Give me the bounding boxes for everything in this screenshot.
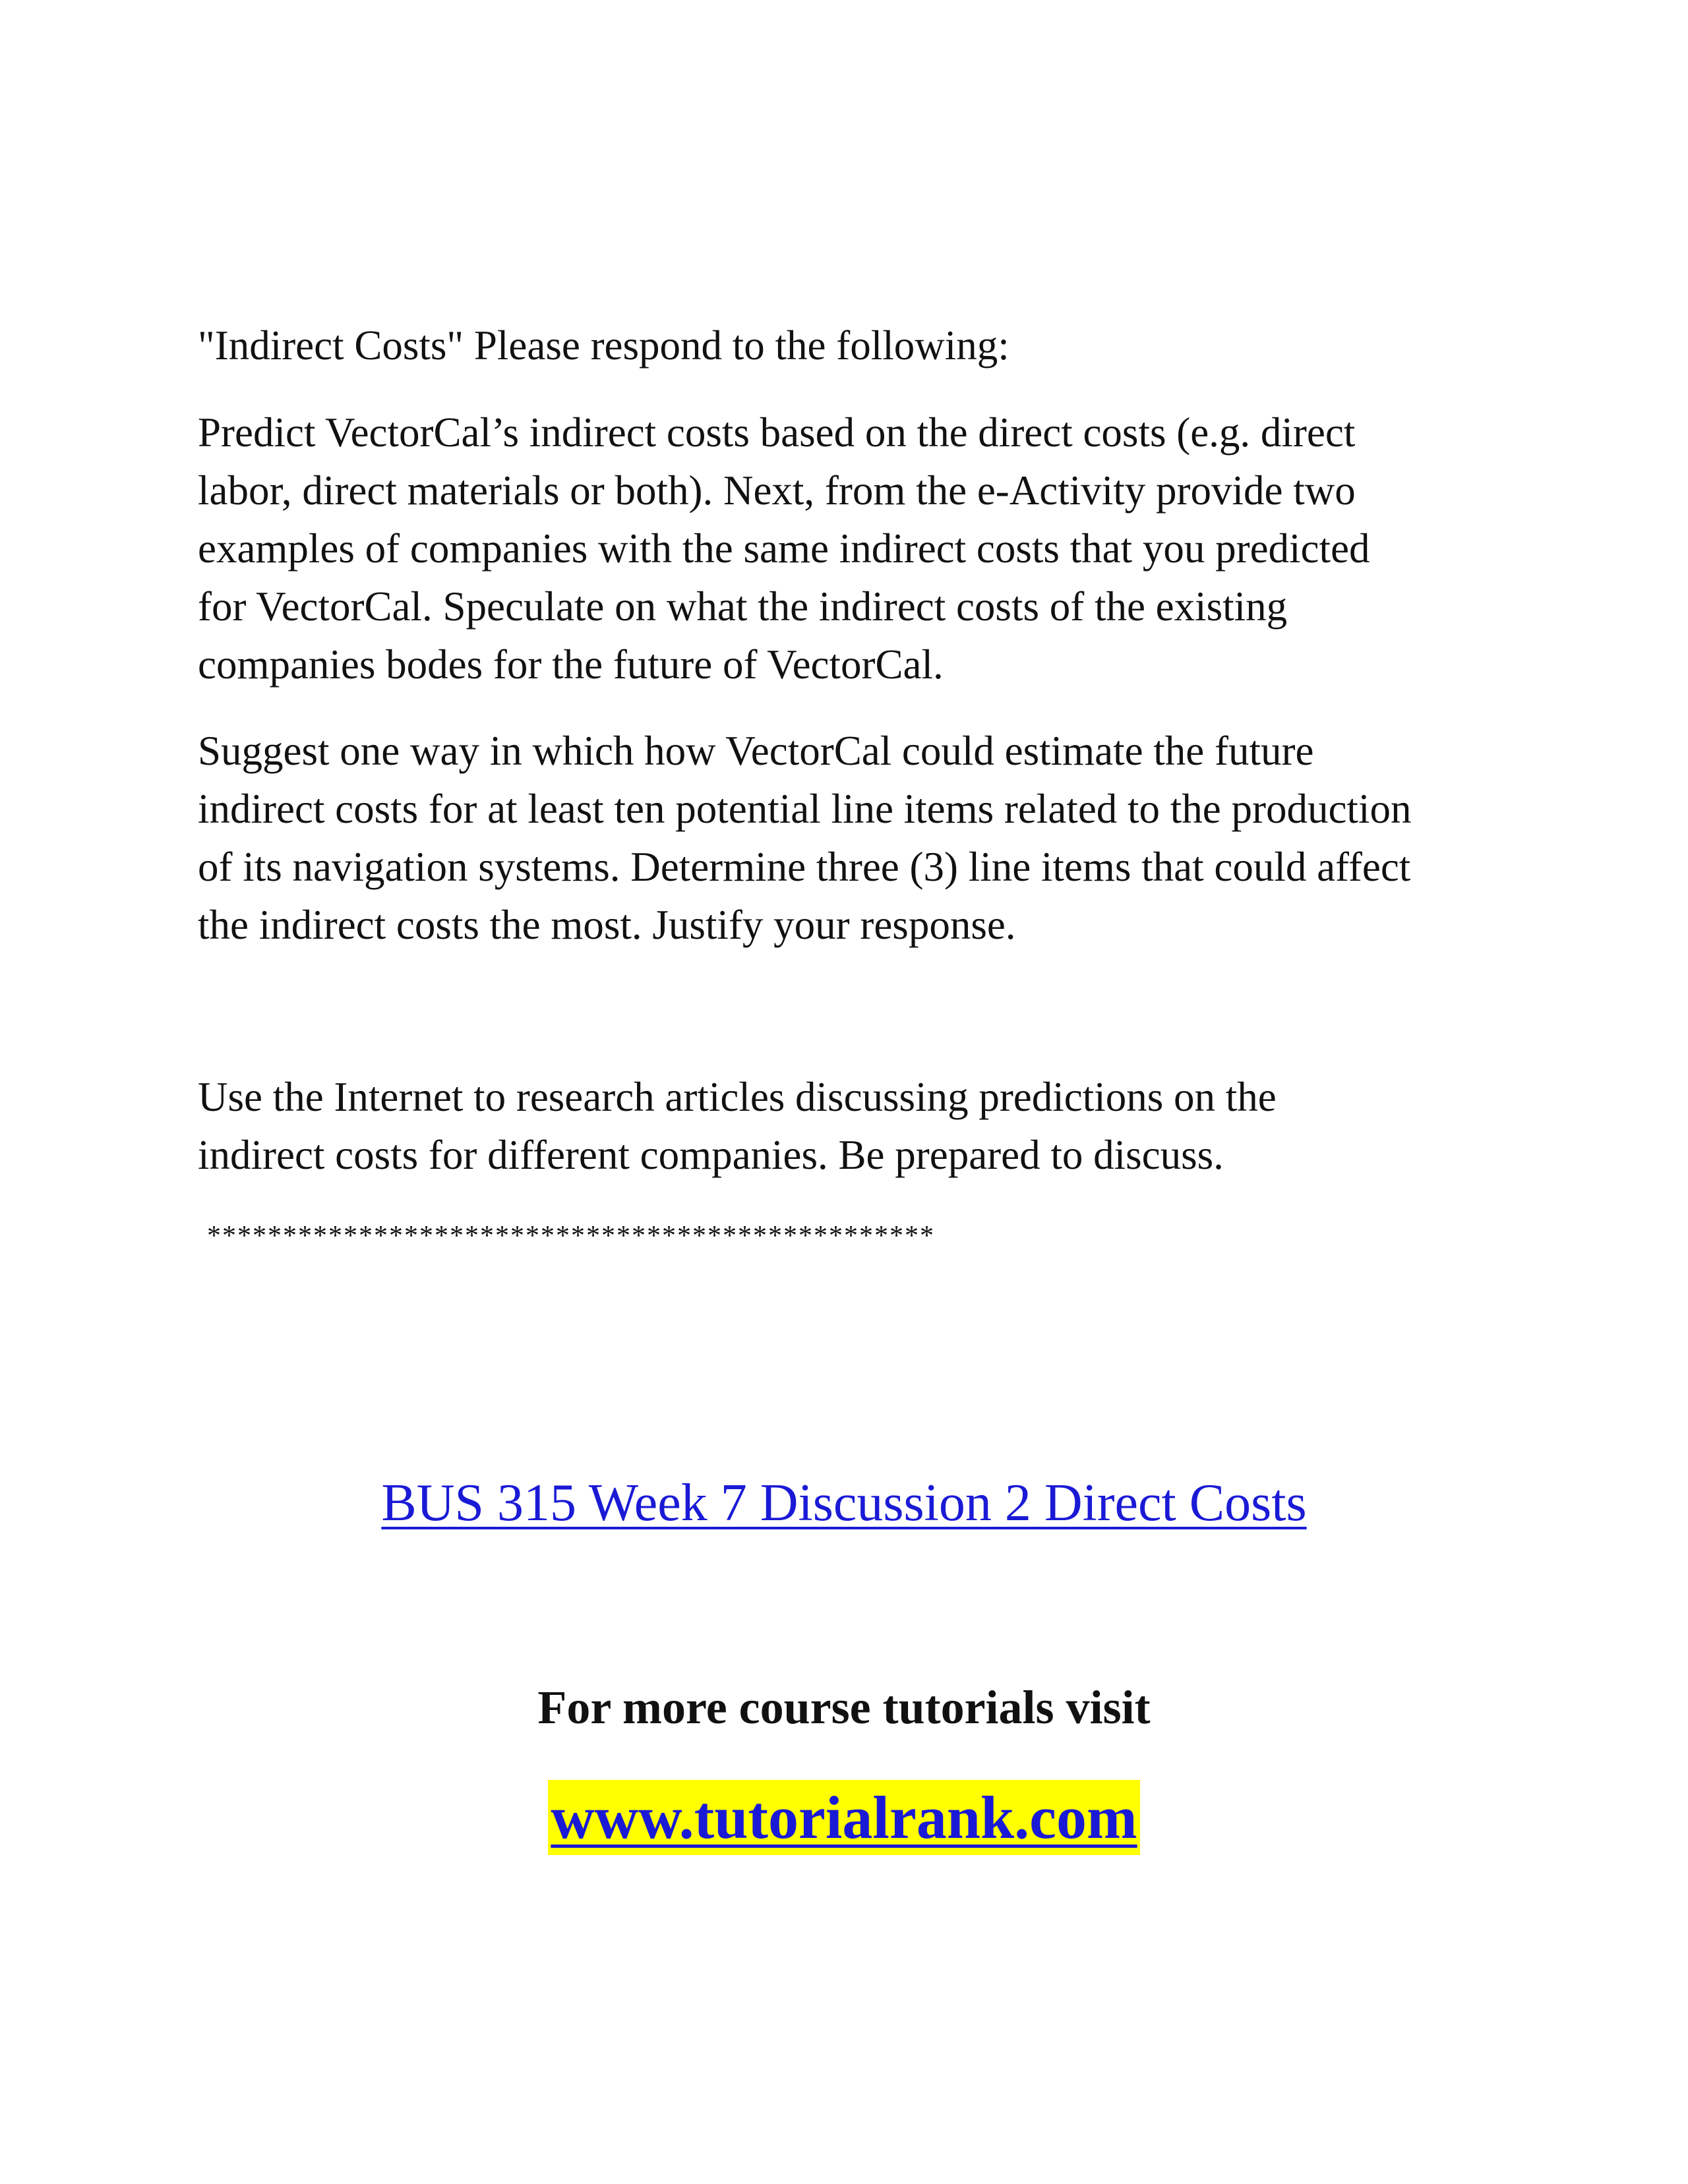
prompt-heading: "Indirect Costs" Please respond to the following: bbox=[198, 322, 1010, 369]
paragraph-predict: Predict VectorCal’s indirect costs based on the direct costs (e.g. direct labor, direct materials or both). Next, from the e-Activity provide two examples of companies with the same indirect costs that you predicted for VectorCal. Speculate on what the indirect costs of the existing companies bodes for the future of VectorCal. bbox=[198, 409, 1370, 688]
paragraph-research: Use the Internet to research articles discussing predictions on the indirect costs for different companies. Be prepared to discuss. bbox=[198, 1074, 1277, 1178]
paragraph-suggest: Suggest one way in which how VectorCal could estimate the future indirect costs for at least ten potential line items related to the production of its navigation systems. Determine three (3) line items that could affect the indirect costs the most. Justify your response. bbox=[198, 728, 1412, 948]
site-link[interactable]: www.tutorialrank.com bbox=[548, 1780, 1139, 1855]
site-link-wrapper bbox=[0, 1780, 1688, 1855]
course-link-wrapper bbox=[0, 1470, 1688, 1536]
course-link[interactable]: BUS 315 Week 7 Discussion 2 Direct Costs bbox=[381, 1474, 1307, 1532]
more-tutorials-label: For more course tutorials visit bbox=[537, 1681, 1151, 1734]
asterisk-separator: ************************************************ bbox=[207, 1221, 935, 1251]
